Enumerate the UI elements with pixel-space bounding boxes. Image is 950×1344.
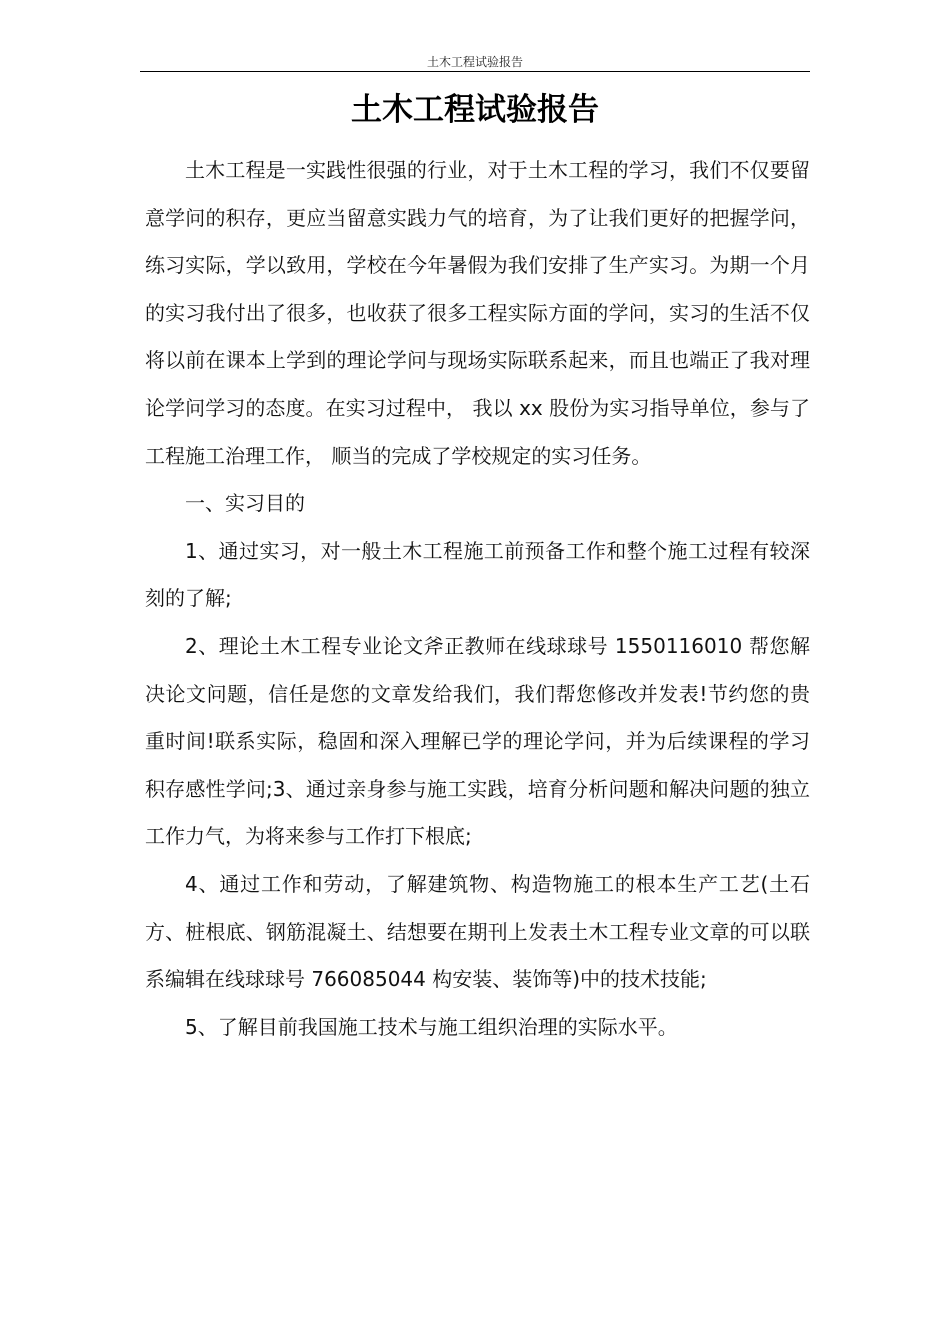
document-title: 土木工程试验报告 [351,92,599,128]
running-header: 土木工程试验报告 [426,55,523,69]
objective-item-1: 1、通过实习，对一般土木工程施工前预备工作和整个施工过程有较深刻的了解; [145,538,810,611]
document-body [145,147,810,1051]
header-rule [140,71,810,72]
objective-item-4: 4、通过工作和劳动，了解建筑物、构造物施工的根本生产工艺(土石方、桩根底、钢筋混凝土、结想要在期刊上发表土木工程专业文章的可以联系编辑在线球球号 766085044 构安装、装饰等)中的技术技能; [145,871,810,992]
objective-item-5: 5、了解目前我国施工技术与施工组织治理的实际水平。 [185,1014,678,1039]
intro-paragraph: 土木工程是一实践性很强的行业，对于土木工程的学习，我们不仅要留意学问的积存，更应当留意实践力气的培育，为了让我们更好的把握学问，练习实际，学以致用，学校在今年暑假为我们安排了生产实习。为期一个月的实习我付出了很多，也收获了很多工程实际方面的学问，实习的生活不仅将以前在课本上学到的理论学问与现场实际联系起来，而且也端正了我对理论学问学习的态度。在实习过程中， 我以 xx 股份为实习指导单位，参与了工程施工治理工作， 顺当的完成了学校规定的实习任务。 [145,158,810,468]
objective-item-2-3: 2、理论土木工程专业论文斧正教师在线球球号 1550116010 帮您解决论文问题，信任是您的文章发给我们，我们帮您修改并发表!节约您的贵重时间!联系实际，稳固和深入理解已学的理论学问，并为后续课程的学习积存感性学问;3、通过亲身参与施工实践，培育分析问题和解决问题的独立工作力气，为将来参与工作打下根底; [145,633,810,849]
section-heading-objectives: 一、实习目的 [185,491,305,516]
